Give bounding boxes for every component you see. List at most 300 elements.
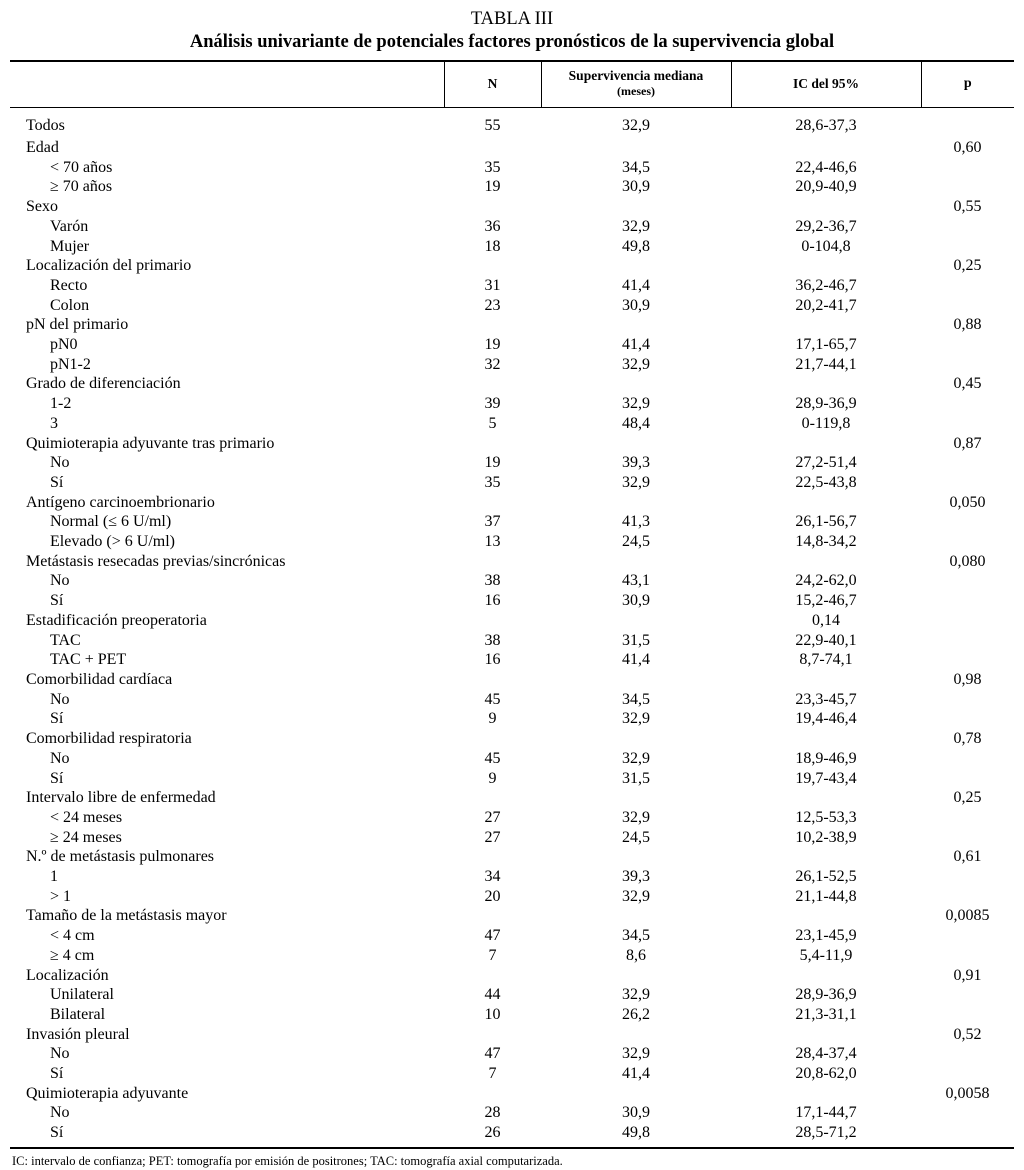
cell-n: 39 — [484, 395, 501, 413]
table-number: TABLA III — [470, 9, 554, 29]
cell-n: 44 — [484, 986, 501, 1004]
cell-ci — [731, 552, 921, 572]
cell-ci: 19,7-43,4 — [795, 769, 857, 787]
row-subgroup-label: Sí — [50, 769, 64, 787]
cell-p-value: 0,91 — [953, 966, 982, 984]
univariate-analysis-table — [10, 60, 1014, 1143]
row-variable-label: Intervalo libre de enfermedad — [26, 789, 216, 807]
cell-n: 19 — [484, 336, 501, 354]
cell-n — [444, 256, 541, 276]
row-subgroup-label: ≥ 4 cm — [50, 946, 95, 964]
cell-n: 47 — [484, 1045, 501, 1063]
table-row — [10, 591, 1014, 611]
table-row — [10, 296, 1014, 316]
cell-median-survival: 31,5 — [622, 769, 650, 787]
table-row — [10, 158, 1014, 178]
cell-ci: 20,2-41,7 — [795, 296, 857, 314]
table-row — [10, 552, 1014, 572]
row-subgroup-label: 1-2 — [50, 395, 72, 413]
cell-p-value: 0,78 — [953, 730, 982, 748]
table-row — [10, 847, 1014, 867]
cell-p-value — [921, 453, 1014, 473]
cell-median-survival: 48,4 — [622, 414, 650, 432]
cell-ci — [731, 1025, 921, 1045]
cell-p-value — [921, 335, 1014, 355]
row-subgroup-label: 1 — [50, 868, 58, 886]
cell-median-survival: 34,5 — [622, 690, 650, 708]
cell-median-survival — [541, 847, 731, 867]
cell-p-value — [921, 237, 1014, 257]
cell-ci: 19,4-46,4 — [795, 710, 857, 728]
table-row — [10, 769, 1014, 789]
column-header-p: p — [921, 61, 1014, 108]
cell-p-value: 0,52 — [953, 1025, 982, 1043]
cell-ci: 17,1-44,7 — [795, 1104, 857, 1122]
cell-median-survival — [541, 611, 731, 631]
cell-ci: 27,2-51,4 — [795, 454, 857, 472]
cell-ci: 24,2-62,0 — [795, 572, 857, 590]
row-subgroup-label: Sí — [50, 592, 64, 610]
table-row — [10, 473, 1014, 493]
cell-n: 16 — [484, 651, 501, 669]
cell-n — [444, 788, 541, 808]
cell-median-survival: 49,8 — [622, 1124, 650, 1142]
cell-n: 35 — [484, 473, 501, 491]
cell-ci — [731, 788, 921, 808]
cell-ci: 20,8-62,0 — [795, 1065, 857, 1083]
table-row — [10, 828, 1014, 848]
table-row — [10, 355, 1014, 375]
cell-n — [444, 1025, 541, 1045]
cell-median-survival: 30,9 — [622, 1104, 650, 1122]
cell-ci: 10,2-38,9 — [795, 828, 857, 846]
row-variable-label: Antígeno carcinoembrionario — [26, 493, 215, 511]
cell-p-value: 0,88 — [953, 316, 982, 334]
table-row — [10, 493, 1014, 513]
cell-median-survival — [541, 493, 731, 513]
cell-p-value: 0,25 — [953, 257, 982, 275]
cell-ci: 26,1-56,7 — [795, 513, 857, 531]
cell-median-survival: 34,5 — [622, 158, 650, 176]
row-subgroup-label: No — [50, 1045, 70, 1063]
table-row — [10, 1044, 1014, 1064]
row-variable-label: Metástasis resecadas previas/sincrónicas — [26, 552, 286, 570]
cell-median-survival: 24,5 — [622, 828, 650, 846]
cell-p-value — [921, 690, 1014, 710]
cell-n: 5 — [488, 414, 497, 432]
column-header-variable — [10, 61, 444, 108]
cell-ci: 21,3-31,1 — [795, 1005, 857, 1023]
row-subgroup-label: Sí — [50, 710, 64, 728]
table-row — [10, 1005, 1014, 1025]
cell-ci — [731, 729, 921, 749]
cell-p-value: 0,0058 — [945, 1084, 990, 1102]
row-subgroup-label: Elevado (> 6 U/ml) — [50, 533, 175, 551]
column-header-n: N — [444, 61, 541, 108]
cell-n — [444, 374, 541, 394]
table-row — [10, 512, 1014, 532]
cell-p-value — [921, 158, 1014, 178]
row-variable-label: Quimioterapia adyuvante tras primario — [26, 434, 275, 452]
row-variable-label: Comorbilidad respiratoria — [26, 730, 192, 748]
row-subgroup-label: No — [50, 572, 70, 590]
cell-p-value — [921, 769, 1014, 789]
table-row — [10, 217, 1014, 237]
row-subgroup-label: No — [50, 1104, 70, 1122]
cell-median-survival: 41,4 — [622, 1065, 650, 1083]
cell-p-value — [921, 867, 1014, 887]
table-row — [10, 749, 1014, 769]
cell-ci: 17,1-65,7 — [795, 336, 857, 354]
cell-p-value — [921, 808, 1014, 828]
cell-n: 55 — [484, 117, 501, 134]
cell-median-survival — [541, 1084, 731, 1104]
table-row — [10, 335, 1014, 355]
cell-median-survival: 39,3 — [622, 868, 650, 886]
cell-n: 19 — [484, 454, 501, 472]
cell-p-value: 0,55 — [953, 198, 982, 216]
cell-median-survival: 32,9 — [622, 887, 650, 905]
row-variable-label: Tamaño de la metástasis mayor — [26, 907, 227, 925]
cell-p-value — [921, 217, 1014, 237]
table-row — [10, 650, 1014, 670]
cell-median-survival — [541, 1025, 731, 1045]
table-row — [10, 276, 1014, 296]
row-subgroup-label: pN0 — [50, 336, 78, 354]
cell-ci: 28,9-36,9 — [795, 986, 857, 1004]
cell-ci — [731, 493, 921, 513]
cell-p-value — [921, 571, 1014, 591]
table-row — [10, 690, 1014, 710]
cell-ci: 21,1-44,8 — [795, 887, 857, 905]
row-subgroup-label: No — [50, 454, 70, 472]
cell-p-value — [921, 177, 1014, 197]
cell-n: 27 — [484, 808, 501, 826]
cell-p-value — [921, 1064, 1014, 1084]
cell-p-value: 0,080 — [949, 552, 986, 570]
cell-ci: 23,1-45,9 — [795, 927, 857, 945]
table-row — [10, 808, 1014, 828]
cell-p-value: 0,050 — [949, 493, 986, 511]
cell-n: 7 — [488, 946, 497, 964]
table-row — [10, 946, 1014, 966]
table-row — [10, 611, 1014, 631]
cell-median-survival: 32,9 — [622, 1045, 650, 1063]
row-subgroup-label: TAC — [50, 631, 81, 649]
table-row — [10, 237, 1014, 257]
row-subgroup-label: pN1-2 — [50, 355, 91, 373]
table-row — [10, 394, 1014, 414]
table-row — [10, 571, 1014, 591]
row-variable-label: N.º de metástasis pulmonares — [26, 848, 215, 866]
cell-p-value: 0,0085 — [945, 907, 990, 925]
cell-p-value — [921, 1103, 1014, 1123]
cell-median-survival: 34,5 — [622, 927, 650, 945]
cell-median-survival: 8,6 — [626, 946, 646, 964]
cell-ci — [731, 1084, 921, 1104]
cell-n — [444, 729, 541, 749]
cell-n: 47 — [484, 927, 501, 945]
cell-median-survival — [541, 552, 731, 572]
row-subgroup-label: Mujer — [50, 237, 90, 255]
row-subgroup-label: No — [50, 749, 70, 767]
cell-n — [444, 434, 541, 454]
table-row — [10, 966, 1014, 986]
cell-n: 38 — [484, 631, 501, 649]
cell-ci — [731, 434, 921, 454]
cell-ci: 21,7-44,1 — [795, 355, 857, 373]
cell-n: 27 — [484, 828, 501, 846]
row-variable-label: Invasión pleural — [26, 1025, 130, 1043]
cell-p-value: 0,87 — [953, 434, 982, 452]
cell-median-survival — [541, 138, 731, 158]
cell-median-survival: 32,9 — [622, 710, 650, 728]
row-subgroup-label: Unilateral — [50, 986, 114, 1004]
cell-median-survival: 32,9 — [622, 749, 650, 767]
cell-p-value — [921, 296, 1014, 316]
table-row — [10, 788, 1014, 808]
cell-ci — [731, 138, 921, 158]
cell-n — [444, 552, 541, 572]
table-body — [10, 108, 1014, 1143]
cell-ci — [731, 256, 921, 276]
cell-ci: 15,2-46,7 — [795, 592, 857, 610]
cell-median-survival: 24,5 — [622, 533, 650, 551]
table-row — [10, 709, 1014, 729]
cell-median-survival: 43,1 — [622, 572, 650, 590]
table-row — [10, 532, 1014, 552]
cell-median-survival: 32,9 — [622, 473, 650, 491]
table-row — [10, 414, 1014, 434]
row-variable-label: Grado de diferenciación — [26, 375, 181, 393]
cell-p-value — [921, 926, 1014, 946]
cell-ci: 22,5-43,8 — [795, 473, 857, 491]
table-row — [10, 453, 1014, 473]
cell-n — [444, 493, 541, 513]
cell-n: 45 — [484, 749, 501, 767]
cell-n: 16 — [484, 592, 501, 610]
cell-median-survival — [541, 670, 731, 690]
cell-ci: 12,5-53,3 — [795, 808, 857, 826]
cell-n — [444, 1084, 541, 1104]
cell-n: 9 — [488, 710, 497, 728]
column-header-median-survival — [541, 61, 731, 108]
cell-median-survival — [541, 315, 731, 335]
row-variable-label: Quimioterapia adyuvante — [26, 1084, 189, 1102]
table-row — [10, 315, 1014, 335]
cell-n — [444, 197, 541, 217]
cell-ci: 22,9-40,1 — [795, 631, 857, 649]
cell-median-survival: 41,4 — [622, 336, 650, 354]
cell-ci — [731, 906, 921, 926]
cell-median-survival: 32,9 — [622, 117, 650, 134]
row-subgroup-label: < 4 cm — [50, 927, 95, 945]
cell-n — [444, 906, 541, 926]
cell-n: 28 — [484, 1104, 501, 1122]
cell-ci: 28,4-37,4 — [795, 1045, 857, 1063]
row-variable-label: Localización del primario — [26, 257, 192, 275]
cell-n: 20 — [484, 887, 501, 905]
cell-median-survival: 32,9 — [622, 808, 650, 826]
cell-n: 31 — [484, 276, 501, 294]
row-subgroup-label: > 1 — [50, 887, 72, 905]
cell-p-value — [921, 709, 1014, 729]
cell-ci — [731, 315, 921, 335]
row-variable-label: Todos — [26, 117, 65, 134]
cell-median-survival: 31,5 — [622, 631, 650, 649]
cell-p-value — [921, 512, 1014, 532]
cell-median-survival: 32,9 — [622, 395, 650, 413]
table-row — [10, 434, 1014, 454]
cell-n: 19 — [484, 178, 501, 196]
cell-p-value: 0,45 — [953, 375, 982, 393]
cell-ci: 28,5-71,2 — [795, 1124, 857, 1142]
row-subgroup-label: Bilateral — [50, 1005, 106, 1023]
cell-ci: 5,4-11,9 — [799, 946, 853, 964]
column-header-ci: IC del 95% — [731, 61, 921, 108]
table-row — [10, 926, 1014, 946]
cell-p-value: 0,25 — [953, 789, 982, 807]
table-row — [10, 1064, 1014, 1084]
cell-ci: 0-119,8 — [801, 414, 851, 432]
table-row — [10, 867, 1014, 887]
cell-median-survival: 49,8 — [622, 237, 650, 255]
table-row — [10, 1103, 1014, 1123]
cell-p-value — [921, 887, 1014, 907]
table-row — [10, 1025, 1014, 1045]
cell-n: 45 — [484, 690, 501, 708]
table-caption: Análisis univariante de potenciales factores pronósticos de la supervivencia global — [189, 32, 835, 52]
cell-ci — [731, 847, 921, 867]
cell-ci: 28,9-36,9 — [795, 395, 857, 413]
table-footnote: IC: intervalo de confianza; PET: tomografía por emisión de positrones; TAC: tomografía axial computarizada. — [12, 1153, 563, 1168]
cell-ci: 28,6-37,3 — [795, 117, 857, 134]
cell-median-survival — [541, 906, 731, 926]
row-subgroup-label: Sí — [50, 1124, 64, 1142]
table-row — [10, 985, 1014, 1005]
table-row — [10, 1123, 1014, 1143]
cell-n — [444, 315, 541, 335]
cell-n: 37 — [484, 513, 501, 531]
table-row — [10, 256, 1014, 276]
row-subgroup-label: ≥ 24 meses — [50, 828, 122, 846]
row-variable-label: Estadificación preoperatoria — [26, 611, 207, 629]
cell-p-value: 0,61 — [953, 848, 982, 866]
cell-ci — [731, 197, 921, 217]
cell-p-value — [921, 394, 1014, 414]
table-row — [10, 729, 1014, 749]
cell-p-value — [921, 473, 1014, 493]
cell-n — [444, 611, 541, 631]
cell-median-survival: 30,9 — [622, 592, 650, 610]
table-row — [10, 108, 1014, 139]
table-row — [10, 887, 1014, 907]
cell-p-value — [921, 650, 1014, 670]
cell-median-survival: 30,9 — [622, 296, 650, 314]
cell-ci: 22,4-46,6 — [795, 158, 857, 176]
cell-p-value — [921, 749, 1014, 769]
cell-n: 9 — [488, 769, 497, 787]
table-row — [10, 197, 1014, 217]
cell-median-survival — [541, 729, 731, 749]
row-variable-label: Sexo — [26, 198, 58, 216]
row-subgroup-label: Colon — [50, 296, 90, 314]
column-header-median-survival-unit: (meses) — [617, 84, 655, 98]
cell-p-value: 0,60 — [953, 139, 982, 156]
cell-n: 32 — [484, 355, 501, 373]
row-subgroup-label: Varón — [50, 217, 89, 235]
table-row — [10, 138, 1014, 158]
cell-n: 23 — [484, 296, 501, 314]
cell-ci — [731, 966, 921, 986]
cell-median-survival — [541, 434, 731, 454]
row-subgroup-label: < 70 años — [50, 158, 113, 176]
row-subgroup-label: 3 — [50, 414, 58, 432]
cell-ci: 20,9-40,9 — [795, 178, 857, 196]
cell-p-value — [921, 1005, 1014, 1025]
cell-median-survival: 41,4 — [622, 276, 650, 294]
row-subgroup-label: Recto — [50, 276, 88, 294]
cell-median-survival — [541, 374, 731, 394]
table-row — [10, 374, 1014, 394]
cell-median-survival: 41,4 — [622, 651, 650, 669]
row-variable-label: Comorbilidad cardíaca — [26, 670, 173, 688]
cell-n — [444, 966, 541, 986]
cell-p-value — [921, 1123, 1014, 1143]
row-variable-label: Localización — [26, 966, 109, 984]
cell-p-value: 0,98 — [953, 670, 982, 688]
table-row — [10, 670, 1014, 690]
cell-median-survival: 32,9 — [622, 355, 650, 373]
column-header-median-survival-main: Supervivencia mediana — [568, 68, 704, 83]
cell-median-survival: 41,3 — [622, 513, 650, 531]
cell-median-survival — [541, 966, 731, 986]
cell-median-survival — [541, 197, 731, 217]
cell-ci: 26,1-52,5 — [795, 868, 857, 886]
cell-ci: 0,14 — [812, 611, 840, 629]
cell-n: 13 — [484, 533, 501, 551]
cell-median-survival: 39,3 — [622, 454, 650, 472]
cell-ci: 18,9-46,9 — [795, 749, 857, 767]
cell-n: 26 — [484, 1124, 501, 1142]
cell-p-value — [921, 828, 1014, 848]
cell-n: 36 — [484, 217, 501, 235]
cell-p-value — [921, 276, 1014, 296]
table-row — [10, 1084, 1014, 1104]
cell-p-value — [921, 591, 1014, 611]
cell-p-value — [921, 355, 1014, 375]
row-subgroup-label: < 24 meses — [50, 808, 123, 826]
table-title-block — [10, 8, 1014, 54]
row-subgroup-label: No — [50, 690, 70, 708]
cell-n — [444, 138, 541, 158]
cell-p-value — [921, 1044, 1014, 1064]
table-row — [10, 177, 1014, 197]
cell-n: 34 — [484, 868, 501, 886]
row-variable-label: Edad — [26, 139, 59, 156]
cell-p-value — [921, 946, 1014, 966]
table-row — [10, 906, 1014, 926]
cell-ci — [731, 374, 921, 394]
cell-ci: 0-104,8 — [801, 237, 851, 255]
row-variable-label: pN del primario — [26, 316, 129, 334]
cell-n: 38 — [484, 572, 501, 590]
row-subgroup-label: TAC + PET — [50, 651, 127, 669]
cell-n: 35 — [484, 158, 501, 176]
cell-p-value — [921, 414, 1014, 434]
cell-ci: 23,3-45,7 — [795, 690, 857, 708]
cell-p-value — [921, 611, 1014, 631]
